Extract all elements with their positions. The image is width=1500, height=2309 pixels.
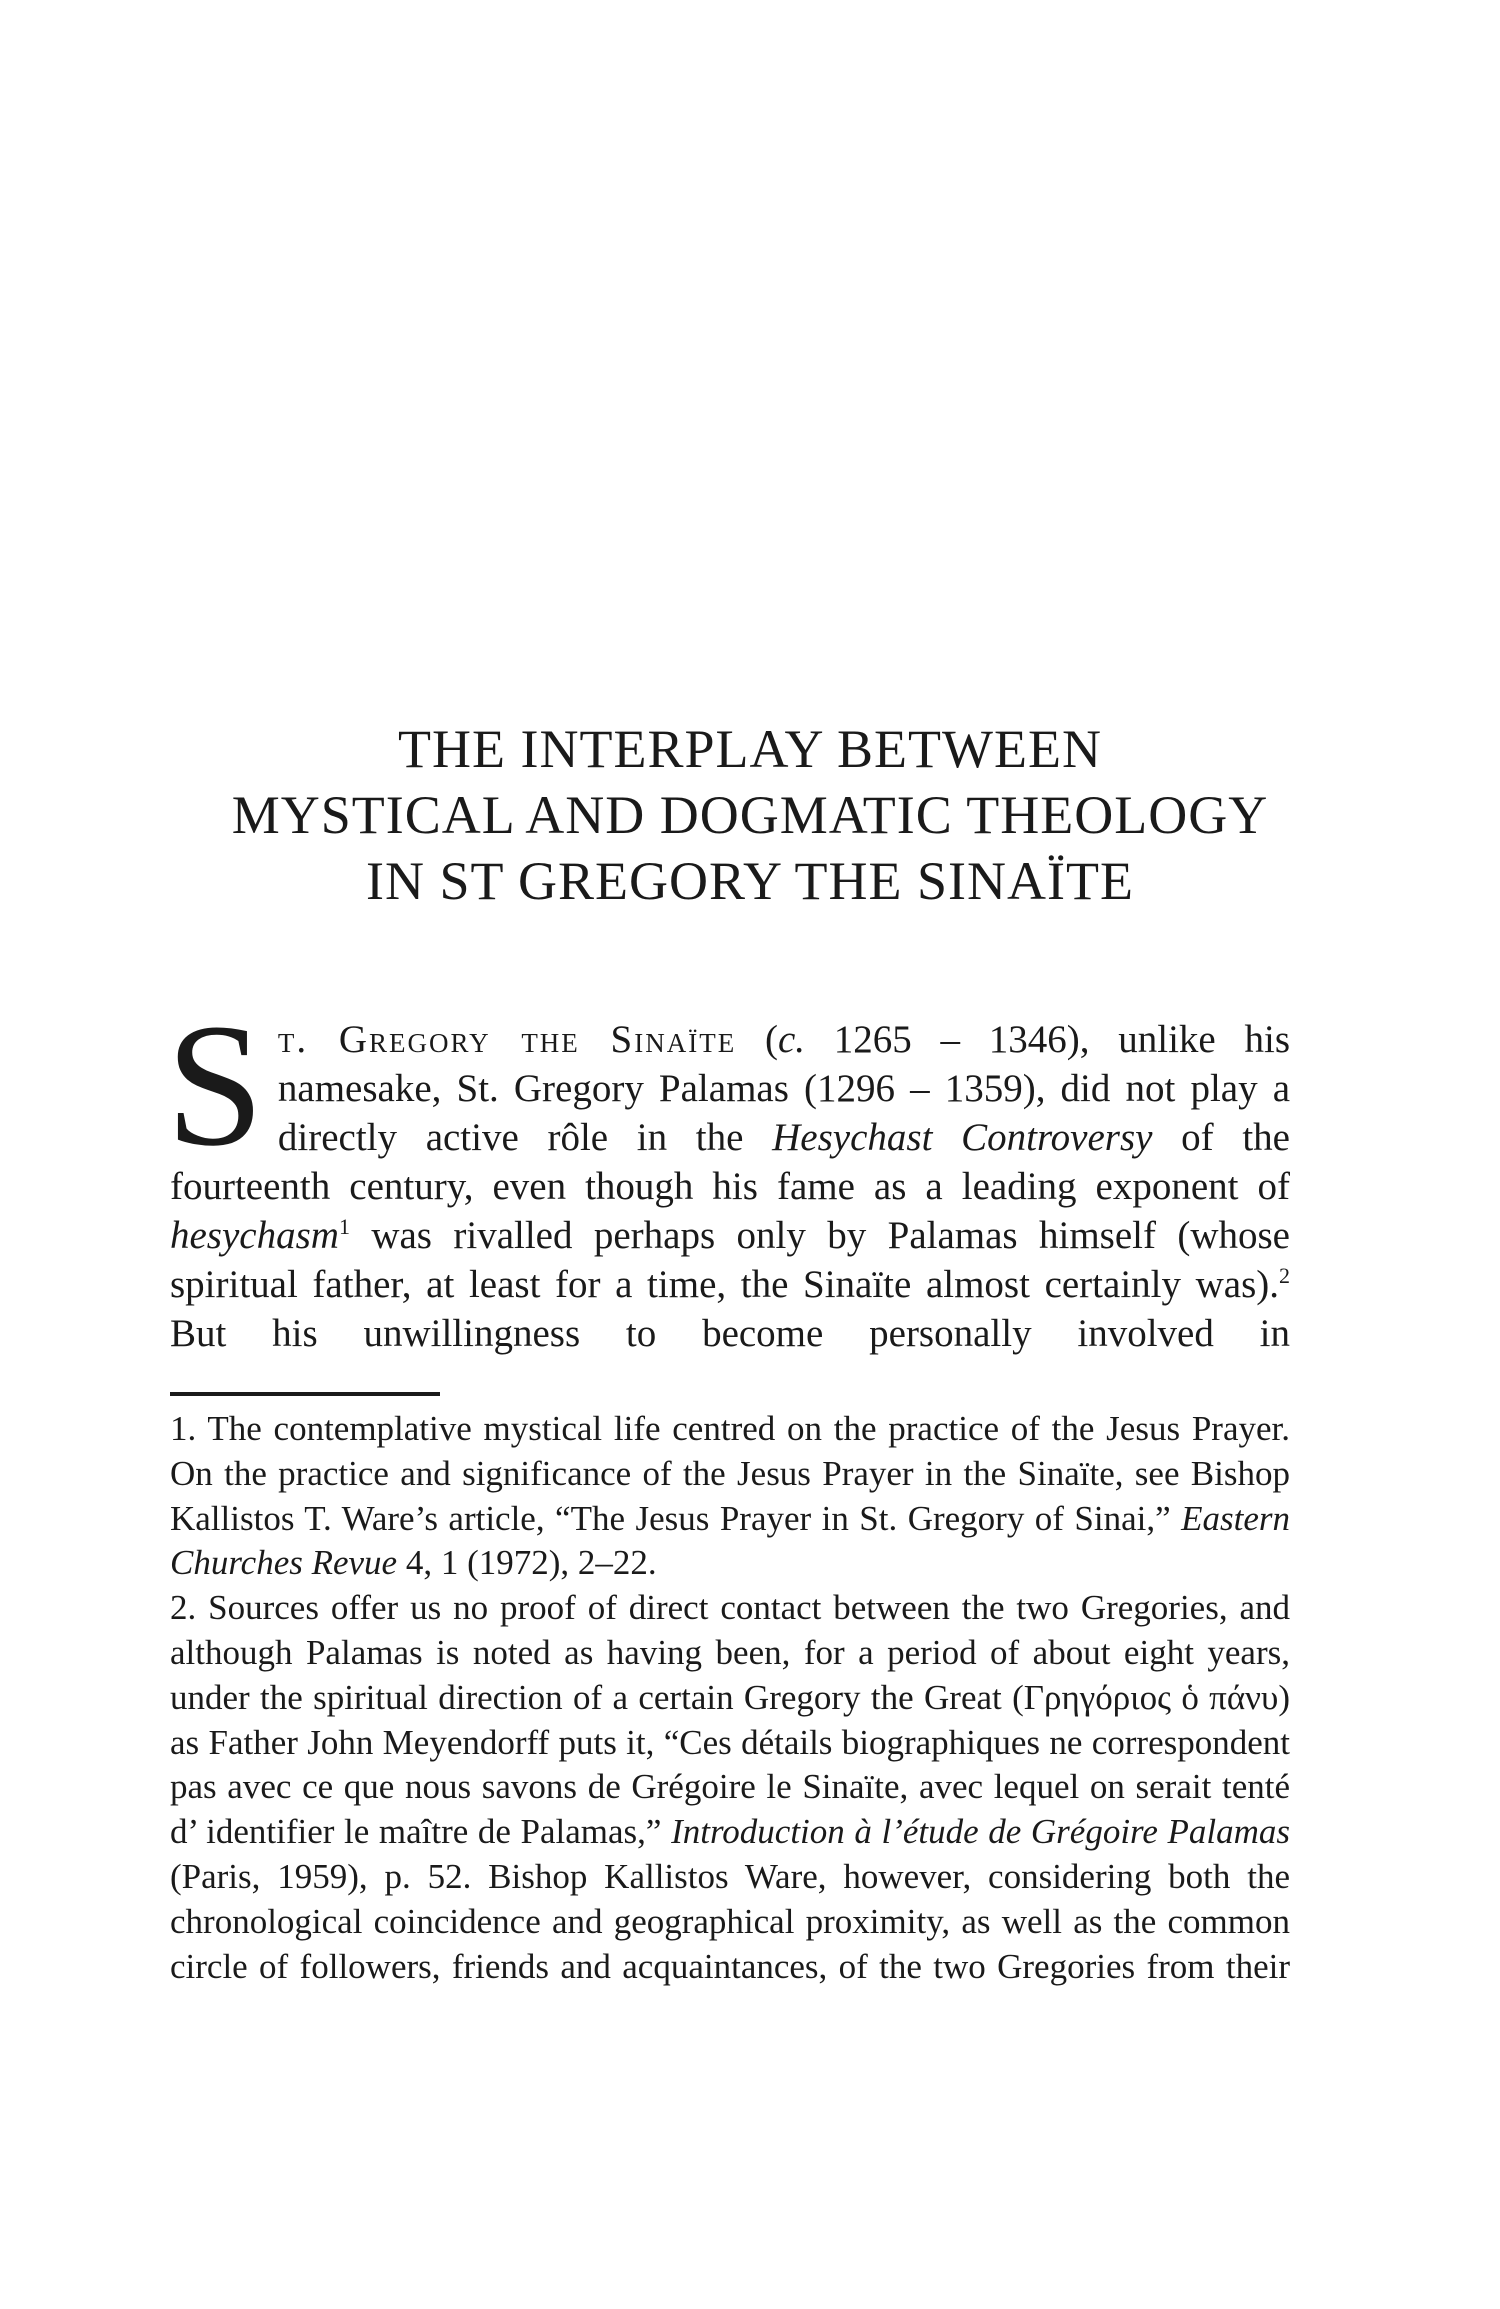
footnote-2 [170,1586,1290,1989]
body-text-1: 1265 – 1346), unlike his namesake, St. Gregory Palamas (1296 – 1359), did not play a directly active rôle in the [277,1018,1290,1159]
footnote-2-number: 2. [170,1588,197,1628]
footnote-1-number: 1. [170,1409,197,1448]
body-text-3: was rivalled perhaps only by Palamas himself (whose spiritual father, at least for a time, the Sinaïte almost certainly was). [170,1214,1290,1306]
chapter-title [150,716,1350,914]
footnotes [170,1407,1290,1989]
title-line-3: IN ST GREGORY THE SINAÏTE [365,851,1134,911]
body-text-2: of the fourteenth century, even though his fame as a leading exponent of [170,1116,1290,1208]
hesychast-controversy: Hesychast Controversy [772,1116,1153,1159]
footnote-2-book-title: Introduction à l’étude de Grégoire Palamas [671,1812,1290,1852]
opening-small-caps: t. Gregory the Sinaïte [277,1018,737,1061]
footnote-1-text-1: The contemplative mystical life centred on the practice of the Jesus Prayer. On the practice and significance of the Jesus Prayer in the Sinaïte, see Bishop Kallistos T. Ware’s article, “The Jesus Prayer in St. Gregory of Sinai,” [170,1409,1290,1538]
circa-abbrev: c. [777,1018,806,1061]
footnote-2-text-1: Sources offer us no proof of direct contact between the two Gregories, and although Palamas is noted as having been, for a period of about eight years, under the spiritual direction of a certain Gregory the Great (Γρηγόριος ὁ πάνυ) as Father John Meyendorff puts it, “Ces détails biographiques ne correspondent pas avec ce que nous savons de Grégoire le Sinaïte, avec lequel on serait tenté d’ identifier le maître de Palamas,” [170,1588,1290,1852]
body-paragraph [166,988,1290,1358]
paren-open: ( [736,1018,778,1061]
title-line-2: MYSTICAL AND DOGMATIC THEOLOGY [231,785,1269,845]
footnote-1 [170,1407,1290,1586]
drop-cap: S [166,988,264,1183]
footnote-ref-1[interactable]: 1 [338,1214,350,1239]
footnote-2-text-2: (Paris, 1959), p. 52. Bishop Kallistos Ware, however, considering both the chronological coincidence and geographical proximity, as well as the common circle of followers, friends and acquaintances, of the two Gregories from their [170,1856,1290,1986]
footnote-separator-rule [170,1392,440,1396]
body-text-4: But his unwillingness to become personally involved in [170,1312,1290,1355]
footnote-1-text-2: 4, 1 (1972), 2–22. [397,1543,657,1583]
title-line-1: THE INTERPLAY BETWEEN [398,719,1102,779]
footnote-1-journal: Eastern Churches Revue [170,1498,1290,1583]
footnote-ref-2[interactable]: 2 [1279,1263,1290,1288]
hesychasm-term: hesychasm [170,1214,339,1257]
